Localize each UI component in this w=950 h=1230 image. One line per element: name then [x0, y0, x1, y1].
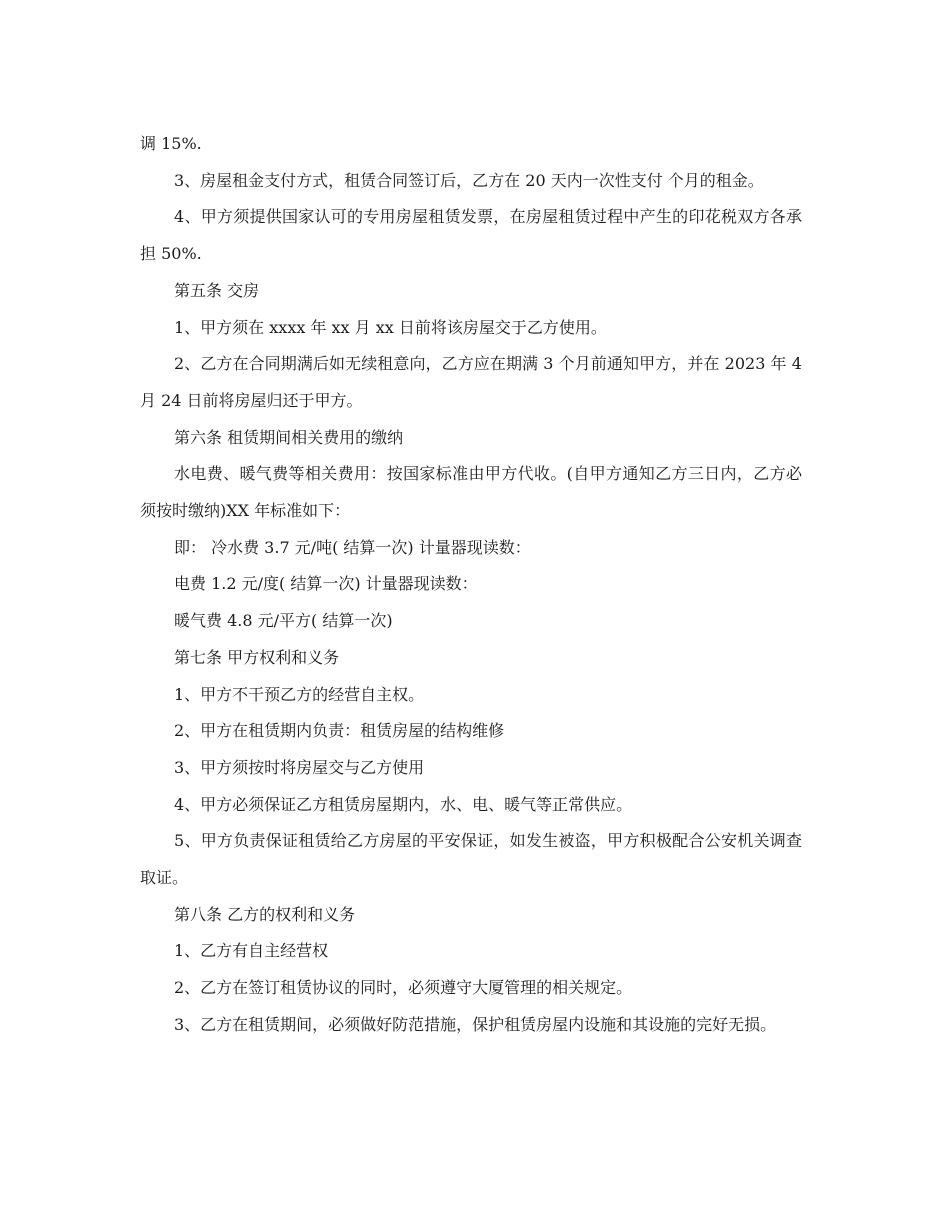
paragraph: 电费 1.2 元/度( 结算一次) 计量器现读数：	[174, 574, 478, 594]
paragraph: 即： 冷水费 3.7 元/吨( 结算一次) 计量器现读数：	[174, 537, 531, 557]
paragraph: 4、甲方须提供国家认可的专用房屋租赁发票，在房屋租赁过程中产生的印花税双方各承担 50%.	[140, 207, 802, 264]
paragraph: 调 15%.	[140, 134, 202, 153]
paragraph: 5、甲方负责保证租赁给乙方房屋的平安保证，如发生被盗，甲方积极配合公安机关调查取证。	[140, 831, 802, 888]
section-heading: 第五条 交房	[174, 280, 260, 300]
paragraph: 3、甲方须按时将房屋交与乙方使用	[174, 757, 425, 777]
paragraph: 1、乙方有自主经营权	[174, 941, 329, 961]
paragraph: 2、乙方在签订租赁协议的同时，必须遵守大厦管理的相关规定。	[174, 978, 633, 998]
paragraph: 3、乙方在租赁期间，必须做好防范措施，保护租赁房屋内设施和其设施的完好无损。	[174, 1014, 777, 1034]
paragraph: 1、甲方不干预乙方的经营自主权。	[174, 684, 425, 704]
paragraph: 3、房屋租金支付方式，租赁合同签订后，乙方在 20 天内一次性支付 个月的租金。	[174, 170, 764, 190]
paragraph: 2、乙方在合同期满后如无续租意向，乙方应在期满 3 个月前通知甲方，并在 2023 年 4 月 24 日前将房屋归还于甲方。	[140, 354, 802, 410]
paragraph: 4、甲方必须保证乙方租赁房屋期内，水、电、暖气等正常供应。	[174, 794, 633, 814]
document-body	[140, 126, 802, 1044]
paragraph: 2、甲方在租赁期内负责：租赁房屋的结构维修	[174, 721, 505, 741]
section-heading: 第八条 乙方的权利和义务	[174, 904, 356, 924]
section-heading: 第七条 甲方权利和义务	[174, 647, 340, 667]
paragraph: 水电费、暖气费等相关费用：按国家标准由甲方代收。(自甲方通知乙方三日内，乙方必须按时缴纳)XX 年标准如下：	[140, 464, 802, 521]
paragraph: 1、甲方须在 xxxx 年 xx 月 xx 日前将该房屋交于乙方使用。	[174, 317, 607, 337]
section-heading: 第六条 租赁期间相关费用的缴纳	[174, 427, 404, 447]
paragraph: 暖气费 4.8 元/平方( 结算一次)	[174, 611, 393, 631]
